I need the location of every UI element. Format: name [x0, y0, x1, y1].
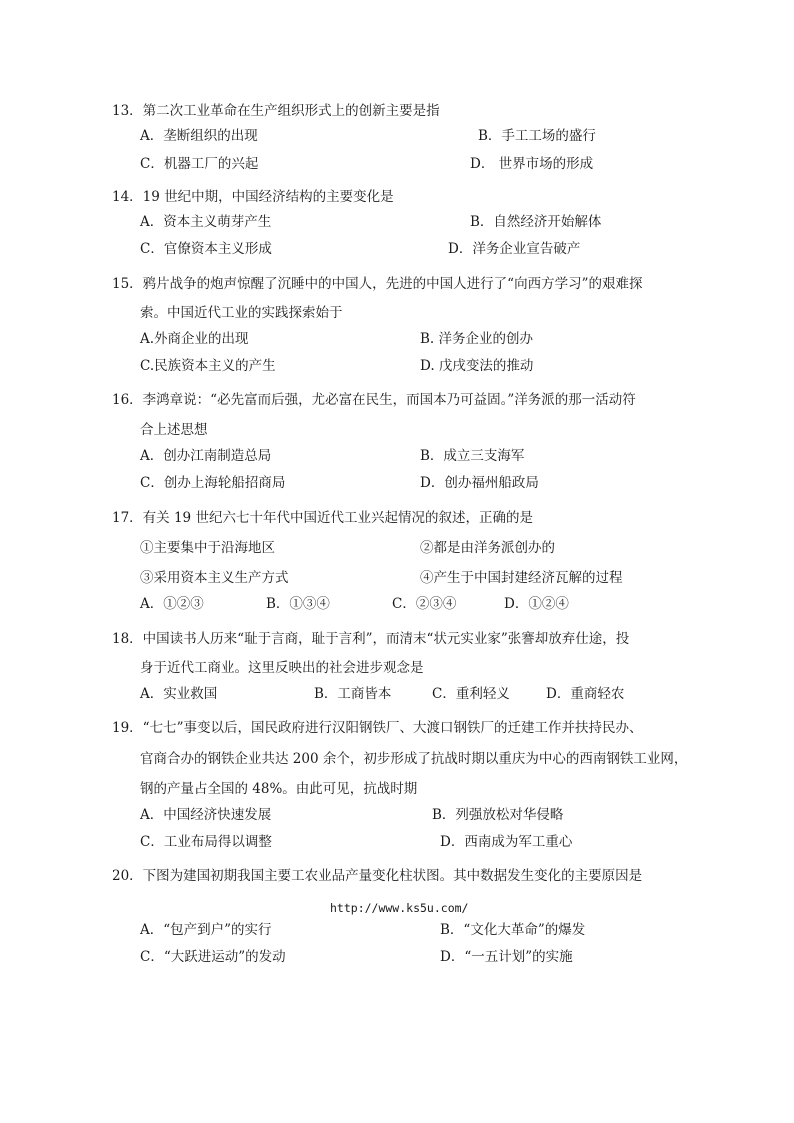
- question-20-option-b: B．“文化大革命”的爆发: [440, 922, 586, 938]
- question-16-option-d: D．创办福州船政局: [420, 475, 539, 491]
- question-14-stem: 14．19 世纪中期，中国经济结构的主要变化是: [112, 189, 394, 205]
- question-19-option-d: D．西南成为军工重心: [440, 834, 573, 850]
- question-13-option-b: B．手工工场的盛行: [478, 128, 596, 144]
- question-16-option-c: C．创办上海轮船招商局: [140, 475, 286, 491]
- question-13-option-d: D． 世界市场的形成: [470, 156, 594, 172]
- question-14-option-c: C．官僚资本主义形成: [140, 241, 272, 257]
- question-19-option-b: B．列强放松对华侵略: [432, 807, 564, 823]
- question-17-stem: 17．有关 19 世纪六七十年代中国近代工业兴起情况的叙述，正确的是: [112, 510, 533, 526]
- question-16-option-a: A．创办江南制造总局: [140, 448, 272, 464]
- question-20-option-c: C．“大跃进运动”的发动: [140, 949, 286, 965]
- question-18-option-b: B．工商皆本: [314, 686, 392, 702]
- question-18-option-d: D．重商轻农: [546, 686, 625, 702]
- question-19-option-c: C．工业布局得以调整: [140, 834, 272, 850]
- question-20-option-a: A．“包产到户”的实行: [140, 922, 272, 938]
- question-17-statement-3: ③采用资本主义生产方式: [140, 570, 289, 586]
- question-13-option-c: C．机器工厂的兴起: [140, 156, 259, 172]
- question-20-stem: 20．下图为建国初期我国主要工农业品产量变化柱状图。其中数据发生变化的主要原因是: [112, 868, 643, 884]
- question-19-stem-line-2: 官商合办的钢铁企业共达 200 余个，初步形成了抗战时期以重庆为中心的西南钢铁工业网，: [140, 751, 688, 767]
- question-18-stem-line-2: 身于近代工商业。这里反映出的社会进步观念是: [140, 660, 424, 676]
- figure-placeholder-url: http://www.ks5u.com/: [330, 901, 469, 915]
- question-17-option-a: A．①②③: [140, 596, 204, 612]
- question-17-statement-1: ①主要集中于沿海地区: [140, 540, 275, 556]
- question-18-option-c: C．重利轻义: [432, 686, 510, 702]
- question-13-option-a: A．垄断组织的出现: [140, 128, 258, 144]
- question-14-option-d: D．洋务企业宣告破产: [448, 241, 581, 257]
- question-15-option-d: D. 戊戌变法的推动: [420, 358, 534, 374]
- question-16-stem-line-1: 16．李鸿章说：“必先富而后强，尤必富在民生，而国本乃可益固。”洋务派的那一活动符: [112, 392, 636, 408]
- question-18-stem-line-1: 18．中国读书人历来“耻于言商，耻于言利”，而清末“状元实业家”张謇却放弃仕途，投: [112, 631, 630, 647]
- question-16-stem-line-2: 合上述思想: [140, 422, 208, 438]
- question-14-option-a: A．资本主义萌芽产生: [140, 214, 272, 230]
- question-17-option-c: C．②③④: [392, 596, 457, 612]
- question-19-option-a: A．中国经济快速发展: [140, 807, 272, 823]
- question-17-statement-4: ④产生于中国封建经济瓦解的过程: [420, 570, 623, 586]
- question-15-stem-line-1: 15．鸦片战争的炮声惊醒了沉睡中的中国人，先进的中国人进行了“向西方学习”的艰难探: [112, 276, 643, 292]
- question-15-option-b: B. 洋务企业的创办: [420, 331, 534, 347]
- question-13-stem: 13．第二次工业革命在生产组织形式上的创新主要是指: [112, 103, 440, 119]
- question-14-option-b: B．自然经济开始解体: [470, 214, 602, 230]
- question-18-option-a: A．实业救国: [140, 686, 218, 702]
- question-17-option-d: D．①②④: [504, 596, 569, 612]
- question-16-option-b: B．成立三支海军: [420, 448, 525, 464]
- question-19-stem-line-1: 19．“七七”事变以后，国民政府进行汉阳钢铁厂、大渡口钢铁厂的迁建工作并扶持民办、: [112, 720, 643, 736]
- question-15-stem-line-2: 索。中国近代工业的实践探索始于: [140, 305, 343, 321]
- question-19-stem-line-3: 钢的产量占全国的 48%。由此可见，抗战时期: [140, 781, 418, 797]
- question-17-statement-2: ②都是由洋务派创办的: [420, 540, 555, 556]
- question-17-option-b: B．①③④: [266, 596, 330, 612]
- question-15-option-c: C.民族资本主义的产生: [140, 358, 276, 374]
- question-15-option-a: A.外商企业的出现: [140, 331, 249, 347]
- question-20-option-d: D．“一五计划”的实施: [440, 949, 573, 965]
